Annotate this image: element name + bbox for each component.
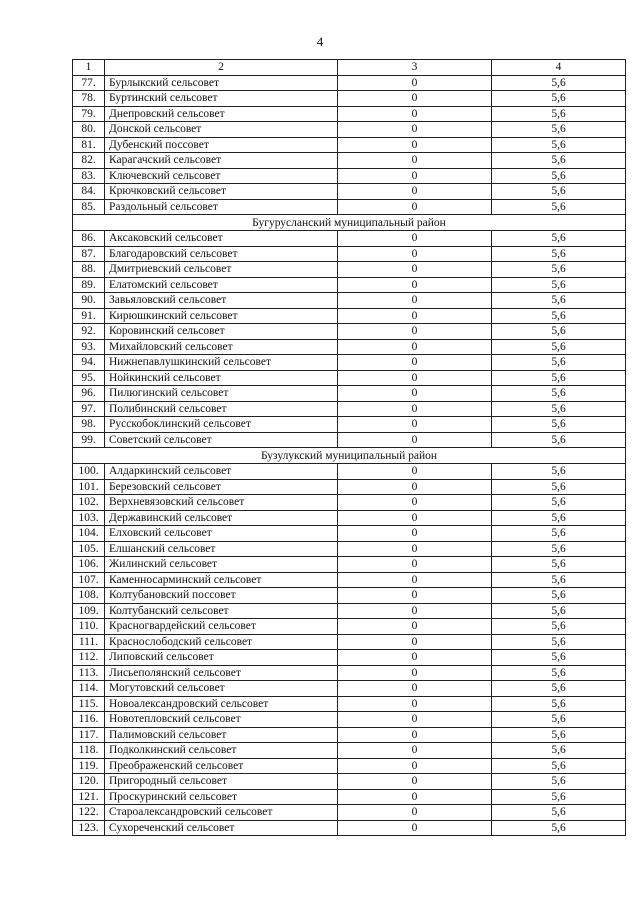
column-4-value: 5,6 [492,634,626,650]
column-3-value: 0 [338,106,492,122]
column-3-value: 0 [338,293,492,309]
column-3-value: 0 [338,184,492,200]
settlement-name: Завьяловский сельсовет [105,293,338,309]
column-4-value: 5,6 [492,106,626,122]
table-row [73,557,626,573]
settlement-name: Новоалександровский сельсовет [105,696,338,712]
column-4-value: 5,6 [492,464,626,480]
row-number: 104. [73,526,105,542]
column-4-value: 5,6 [492,696,626,712]
row-number: 114. [73,681,105,697]
settlement-name: Бурлыкский сельсовет [105,75,338,91]
column-3-value: 0 [338,634,492,650]
table-row [73,231,626,247]
column-4-value: 5,6 [492,588,626,604]
row-number: 111. [73,634,105,650]
table-row [73,277,626,293]
settlement-name: Елатомский сельсовет [105,277,338,293]
column-4-value: 5,6 [492,75,626,91]
table-row [73,820,626,836]
table-row [73,168,626,184]
row-number: 108. [73,588,105,604]
table-row [73,386,626,402]
column-3-value: 0 [338,495,492,511]
column-3-value: 0 [338,696,492,712]
column-4-value: 5,6 [492,495,626,511]
settlement-name: Коровинский сельсовет [105,324,338,340]
table-row [73,370,626,386]
row-number: 94. [73,355,105,371]
row-number: 78. [73,91,105,107]
row-number: 86. [73,231,105,247]
column-3-value: 0 [338,401,492,417]
column-3-value: 0 [338,308,492,324]
row-number: 84. [73,184,105,200]
table-row [73,650,626,666]
column-4-value: 5,6 [492,479,626,495]
column-3-value: 0 [338,324,492,340]
row-number: 117. [73,727,105,743]
settlement-name: Нижнепавлушкинский сельсовет [105,355,338,371]
table-row [73,743,626,759]
settlement-name: Липовский сельсовет [105,650,338,666]
column-3-value: 0 [338,432,492,448]
column-4-value: 5,6 [492,820,626,836]
table-row [73,634,626,650]
column-4-value: 5,6 [492,557,626,573]
column-3-value: 0 [338,370,492,386]
settlement-name: Русскобоклинский сельсовет [105,417,338,433]
column-4-value: 5,6 [492,355,626,371]
row-number: 96. [73,386,105,402]
table-row [73,541,626,557]
row-number: 120. [73,774,105,790]
column-4-value: 5,6 [492,758,626,774]
settlement-name: Благодаровский сельсовет [105,246,338,262]
column-3-value: 0 [338,246,492,262]
column-4-value: 5,6 [492,293,626,309]
settlement-name: Державинский сельсовет [105,510,338,526]
table-row [73,75,626,91]
settlement-name: Краснослободский сельсовет [105,634,338,650]
column-4-value: 5,6 [492,401,626,417]
row-number: 80. [73,122,105,138]
column-3-value: 0 [338,262,492,278]
settlement-name: Советский сельсовет [105,432,338,448]
settlement-name: Аксаковский сельсовет [105,231,338,247]
column-4-value: 5,6 [492,603,626,619]
page-number: 4 [316,34,324,49]
column-3-value: 0 [338,603,492,619]
settlement-name: Ключевский сельсовет [105,168,338,184]
column-4-value: 5,6 [492,665,626,681]
row-number: 79. [73,106,105,122]
column-4-value: 5,6 [492,526,626,542]
column-3-value: 0 [338,464,492,480]
row-number: 116. [73,712,105,728]
column-4-value: 5,6 [492,510,626,526]
column-3-value: 0 [338,231,492,247]
settlement-name: Кирюшкинский сельсовет [105,308,338,324]
column-4-value: 5,6 [492,199,626,215]
row-number: 110. [73,619,105,635]
row-number: 112. [73,650,105,666]
table-row [73,526,626,542]
table-row [73,603,626,619]
row-number: 115. [73,696,105,712]
column-4-value: 5,6 [492,541,626,557]
column-4-value: 5,6 [492,168,626,184]
column-4-value: 5,6 [492,153,626,169]
column-3-value: 0 [338,681,492,697]
column-3-value: 0 [338,75,492,91]
settlement-name: Березовский сельсовет [105,479,338,495]
settlement-name: Елшанский сельсовет [105,541,338,557]
table-row [73,417,626,433]
settlement-name: Полибинский сельсовет [105,401,338,417]
row-number: 106. [73,557,105,573]
table-row [73,696,626,712]
settlement-name: Преображенский сельсовет [105,758,338,774]
table-row [73,588,626,604]
table-row [73,681,626,697]
table-row [73,293,626,309]
table-row [73,510,626,526]
column-3-value: 0 [338,557,492,573]
column-4-value: 5,6 [492,727,626,743]
column-3-value: 0 [338,774,492,790]
column-3-value: 0 [338,510,492,526]
column-4-value: 5,6 [492,386,626,402]
column-3-value: 0 [338,277,492,293]
column-3-value: 0 [338,743,492,759]
settlement-name: Проскуринский сельсовет [105,789,338,805]
column-4-value: 5,6 [492,370,626,386]
table-row [73,106,626,122]
column-4-value: 5,6 [492,184,626,200]
column-3-value: 0 [338,820,492,836]
settlement-name: Карагачский сельсовет [105,153,338,169]
settlement-name: Лисьеполянский сельсовет [105,665,338,681]
column-3-value: 0 [338,541,492,557]
row-number: 102. [73,495,105,511]
column-4-value: 5,6 [492,246,626,262]
table-row [73,122,626,138]
settlement-name: Каменносарминский сельсовет [105,572,338,588]
column-4-value: 5,6 [492,308,626,324]
row-number: 85. [73,199,105,215]
column-3-value: 0 [338,339,492,355]
settlement-name: Колтубанский сельсовет [105,603,338,619]
settlement-name: Подколкинский сельсовет [105,743,338,759]
table-row [73,401,626,417]
section-header-row [73,215,626,231]
municipality-table [72,59,626,836]
row-number: 123. [73,820,105,836]
table-row [73,184,626,200]
row-number: 90. [73,293,105,309]
column-4-value: 5,6 [492,277,626,293]
column-3-value: 0 [338,665,492,681]
row-number: 93. [73,339,105,355]
column-4-value: 5,6 [492,619,626,635]
row-number: 83. [73,168,105,184]
row-number: 97. [73,401,105,417]
row-number: 87. [73,246,105,262]
column-3-value: 0 [338,619,492,635]
table-row [73,572,626,588]
settlement-name: Раздольный сельсовет [105,199,338,215]
column-4-value: 5,6 [492,432,626,448]
settlement-name: Михайловский сельсовет [105,339,338,355]
column-4-value: 5,6 [492,231,626,247]
row-number: 95. [73,370,105,386]
column-3-value: 0 [338,712,492,728]
column-4-value: 5,6 [492,650,626,666]
row-number: 113. [73,665,105,681]
row-number: 88. [73,262,105,278]
column-3-value: 0 [338,805,492,821]
table-row [73,727,626,743]
header-col-3: 3 [338,60,492,76]
column-4-value: 5,6 [492,324,626,340]
column-3-value: 0 [338,650,492,666]
settlement-name: Алдаркинский сельсовет [105,464,338,480]
table-row [73,339,626,355]
row-number: 99. [73,432,105,448]
table-row [73,495,626,511]
settlement-name: Красногвардейский сельсовет [105,619,338,635]
table-row [73,789,626,805]
table-body [73,60,626,836]
settlement-name: Верхневязовский сельсовет [105,495,338,511]
column-3-value: 0 [338,789,492,805]
row-number: 92. [73,324,105,340]
column-3-value: 0 [338,91,492,107]
row-number: 89. [73,277,105,293]
header-col-4: 4 [492,60,626,76]
settlement-name: Сухореченский сельсовет [105,820,338,836]
settlement-name: Колтубановский поссовет [105,588,338,604]
table-row [73,619,626,635]
header-col-2: 2 [105,60,338,76]
table-header-row [73,60,626,76]
header-col-1: 1 [73,60,105,76]
table-row [73,479,626,495]
column-3-value: 0 [338,727,492,743]
column-4-value: 5,6 [492,417,626,433]
column-4-value: 5,6 [492,137,626,153]
column-4-value: 5,6 [492,805,626,821]
settlement-name: Дмитриевский сельсовет [105,262,338,278]
table-row [73,308,626,324]
table-row [73,324,626,340]
row-number: 121. [73,789,105,805]
column-3-value: 0 [338,758,492,774]
row-number: 81. [73,137,105,153]
row-number: 98. [73,417,105,433]
table-row [73,774,626,790]
column-3-value: 0 [338,588,492,604]
column-3-value: 0 [338,122,492,138]
row-number: 107. [73,572,105,588]
column-4-value: 5,6 [492,91,626,107]
table-row [73,432,626,448]
settlement-name: Жилинский сельсовет [105,557,338,573]
row-number: 101. [73,479,105,495]
settlement-name: Буртинский сельсовет [105,91,338,107]
column-3-value: 0 [338,572,492,588]
settlement-name: Донской сельсовет [105,122,338,138]
column-4-value: 5,6 [492,681,626,697]
column-4-value: 5,6 [492,339,626,355]
table-row [73,712,626,728]
column-4-value: 5,6 [492,262,626,278]
column-4-value: 5,6 [492,789,626,805]
table-row [73,246,626,262]
column-4-value: 5,6 [492,572,626,588]
column-3-value: 0 [338,479,492,495]
table-row [73,464,626,480]
column-4-value: 5,6 [492,743,626,759]
settlement-name: Крючковский сельсовет [105,184,338,200]
table-row [73,262,626,278]
settlement-name: Новотепловский сельсовет [105,712,338,728]
settlement-name: Дубенский поссовет [105,137,338,153]
column-4-value: 5,6 [492,122,626,138]
table-row [73,805,626,821]
section-header-row [73,448,626,464]
row-number: 77. [73,75,105,91]
table-row [73,199,626,215]
column-3-value: 0 [338,168,492,184]
row-number: 109. [73,603,105,619]
table-row [73,137,626,153]
row-number: 91. [73,308,105,324]
settlement-name: Могутовский сельсовет [105,681,338,697]
settlement-name: Нойкинский сельсовет [105,370,338,386]
table-row [73,91,626,107]
column-3-value: 0 [338,137,492,153]
table-row [73,665,626,681]
row-number: 119. [73,758,105,774]
column-3-value: 0 [338,526,492,542]
settlement-name: Палимовский сельсовет [105,727,338,743]
section-title: Бузулукский муниципальный район [73,448,626,464]
settlement-name: Днепровский сельсовет [105,106,338,122]
settlement-name: Староалександровский сельсовет [105,805,338,821]
settlement-name: Елховский сельсовет [105,526,338,542]
row-number: 103. [73,510,105,526]
column-4-value: 5,6 [492,712,626,728]
settlement-name: Пилюгинский сельсовет [105,386,338,402]
table-row [73,153,626,169]
row-number: 82. [73,153,105,169]
column-3-value: 0 [338,199,492,215]
column-4-value: 5,6 [492,774,626,790]
table-row [73,758,626,774]
table-row [73,355,626,371]
row-number: 105. [73,541,105,557]
section-title: Бугурусланский муниципальный район [73,215,626,231]
row-number: 100. [73,464,105,480]
column-3-value: 0 [338,153,492,169]
row-number: 118. [73,743,105,759]
column-3-value: 0 [338,355,492,371]
settlement-name: Пригородный сельсовет [105,774,338,790]
column-3-value: 0 [338,417,492,433]
row-number: 122. [73,805,105,821]
column-3-value: 0 [338,386,492,402]
